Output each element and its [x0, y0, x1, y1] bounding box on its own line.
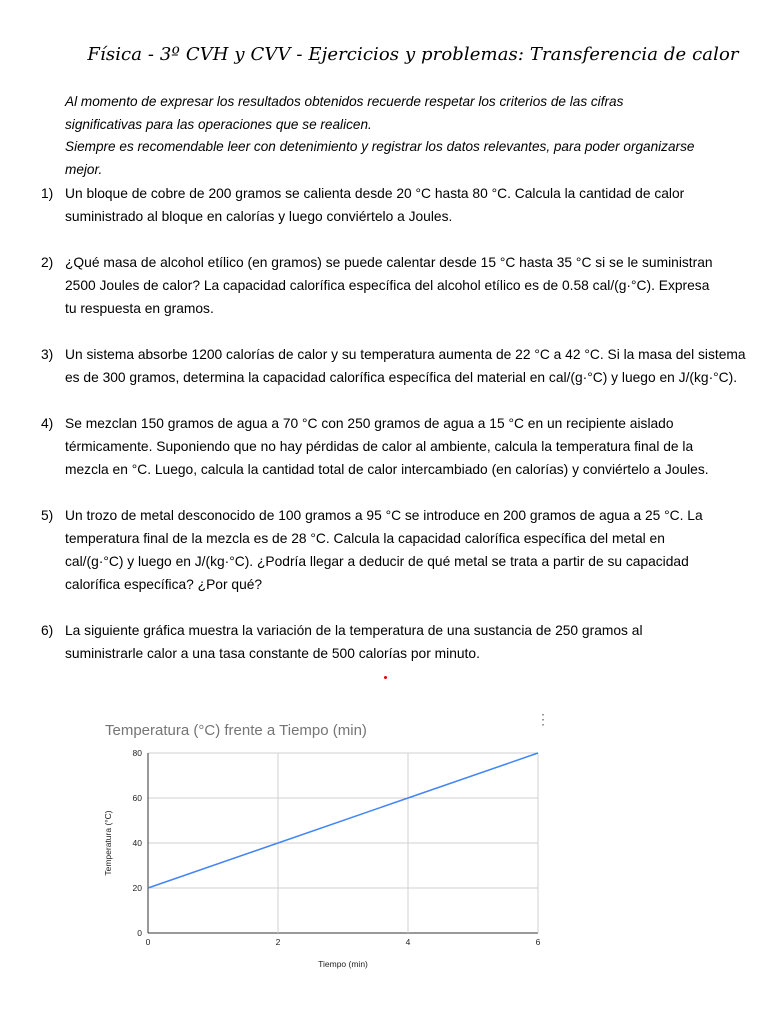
problem-text	[65, 619, 765, 665]
problem-line: tu respuesta en gramos.	[65, 301, 214, 316]
intro-line: Al momento de expresar los resultados obtenidos recuerde respetar los criterios de las cifras	[65, 94, 624, 109]
problem-line: suministrarle calor a una tasa constante de 500 calorías por minuto.	[65, 646, 480, 661]
x-tick-label: 0	[145, 937, 151, 947]
y-axis-label: Temperatura (°C)	[103, 810, 113, 876]
problem-text	[65, 251, 765, 320]
chart-title: Temperatura (°C) frente a Tiempo (min)	[105, 722, 367, 739]
y-tick-label: 80	[132, 748, 142, 758]
problem-text	[65, 182, 765, 228]
intro-line: Siempre es recomendable leer con detenimiento y registrar los datos relevantes, para poder organizarse	[65, 139, 695, 155]
problem-line: mezcla en °C. Luego, calcula la cantidad total de calor intercambiado (en calorías) y conviértelo a Joules.	[65, 462, 709, 477]
y-tick-label: 60	[132, 793, 142, 803]
problem-number: 2)	[41, 255, 54, 270]
problem-text	[65, 412, 765, 481]
series-line	[148, 753, 538, 888]
problem-line: es de 300 gramos, determina la capacidad calorífica específica del material en cal/(g·°C) y luego en J/(kg·°C).	[65, 370, 738, 385]
problem-number: 5)	[41, 508, 54, 523]
problem-line: Un trozo de metal desconocido de 100 gramos a 95 °C se introduce en 200 gramos de agua a 25 °C. La	[65, 508, 703, 523]
problem-line: Un bloque de cobre de 200 gramos se calienta desde 20 °C hasta 80 °C. Calcula la cantidad de calor	[65, 186, 685, 201]
x-tick-label: 4	[405, 937, 411, 947]
x-tick-label: 6	[535, 937, 541, 947]
problem-line: suministrado al bloque en calorías y luego conviértelo a Joules.	[65, 209, 453, 224]
x-tick-label: 2	[275, 937, 281, 947]
problem-text	[65, 343, 765, 389]
temperature-chart	[98, 712, 558, 982]
intro-line: mejor.	[65, 161, 103, 177]
problem-line: Un sistema absorbe 1200 calorías de calor y su temperatura aumenta de 22 °C a 42 °C. Si la masa del sistema	[65, 347, 746, 362]
problem-line: 2500 Joules de calor? La capacidad calorífica específica del alcohol etílico es de 0.58 cal/(g·°C). Expresa	[65, 278, 710, 293]
problem-number: 4)	[41, 416, 54, 431]
problem-number: 1)	[41, 186, 54, 201]
y-tick-label: 20	[132, 883, 142, 893]
intro-line: significativas para las operaciones que se realicen.	[65, 116, 372, 132]
problem-number: 6)	[41, 623, 54, 638]
intro-paragraph-2	[65, 136, 745, 181]
problem-text	[65, 504, 765, 596]
problem-line: cal/(g·°C) y luego en J/(kg·°C). ¿Podría llegar a deducir de qué metal se trata a partir de su capacidad	[65, 554, 689, 569]
problem-line: Se mezclan 150 gramos de agua a 70 °C con 250 gramos de agua a 15 °C en un recipiente aislado	[65, 416, 674, 431]
x-axis-label: Tiempo (min)	[318, 959, 368, 969]
problem-line: térmicamente. Suponiendo que no hay pérdidas de calor al ambiente, calcula la temperatura final de la	[65, 439, 694, 454]
intro-text	[65, 91, 745, 181]
intro-paragraph-1	[65, 91, 745, 136]
problem-line: temperatura final de la mezcla es de 28 °C. Calcula la capacidad calorífica específica del metal en	[65, 531, 665, 546]
y-tick-label: 40	[132, 838, 142, 848]
y-tick-label: 0	[137, 928, 142, 938]
document-title: Física - 3º CVH y CVV - Ejercicios y problemas: Transferencia de calor	[87, 44, 739, 65]
problem-line: La siguiente gráfica muestra la variación de la temperatura de una sustancia de 250 gramos al	[65, 623, 643, 638]
red-mark	[384, 676, 387, 679]
chart-plot	[98, 712, 558, 982]
problem-line: ¿Qué masa de alcohol etílico (en gramos) se puede calentar desde 15 °C hasta 35 °C si se le suministran	[65, 255, 713, 270]
more-options-icon[interactable]: ⋮	[536, 711, 550, 727]
problem-number: 3)	[41, 347, 54, 362]
problem-line: calorífica específica? ¿Por qué?	[65, 577, 263, 592]
